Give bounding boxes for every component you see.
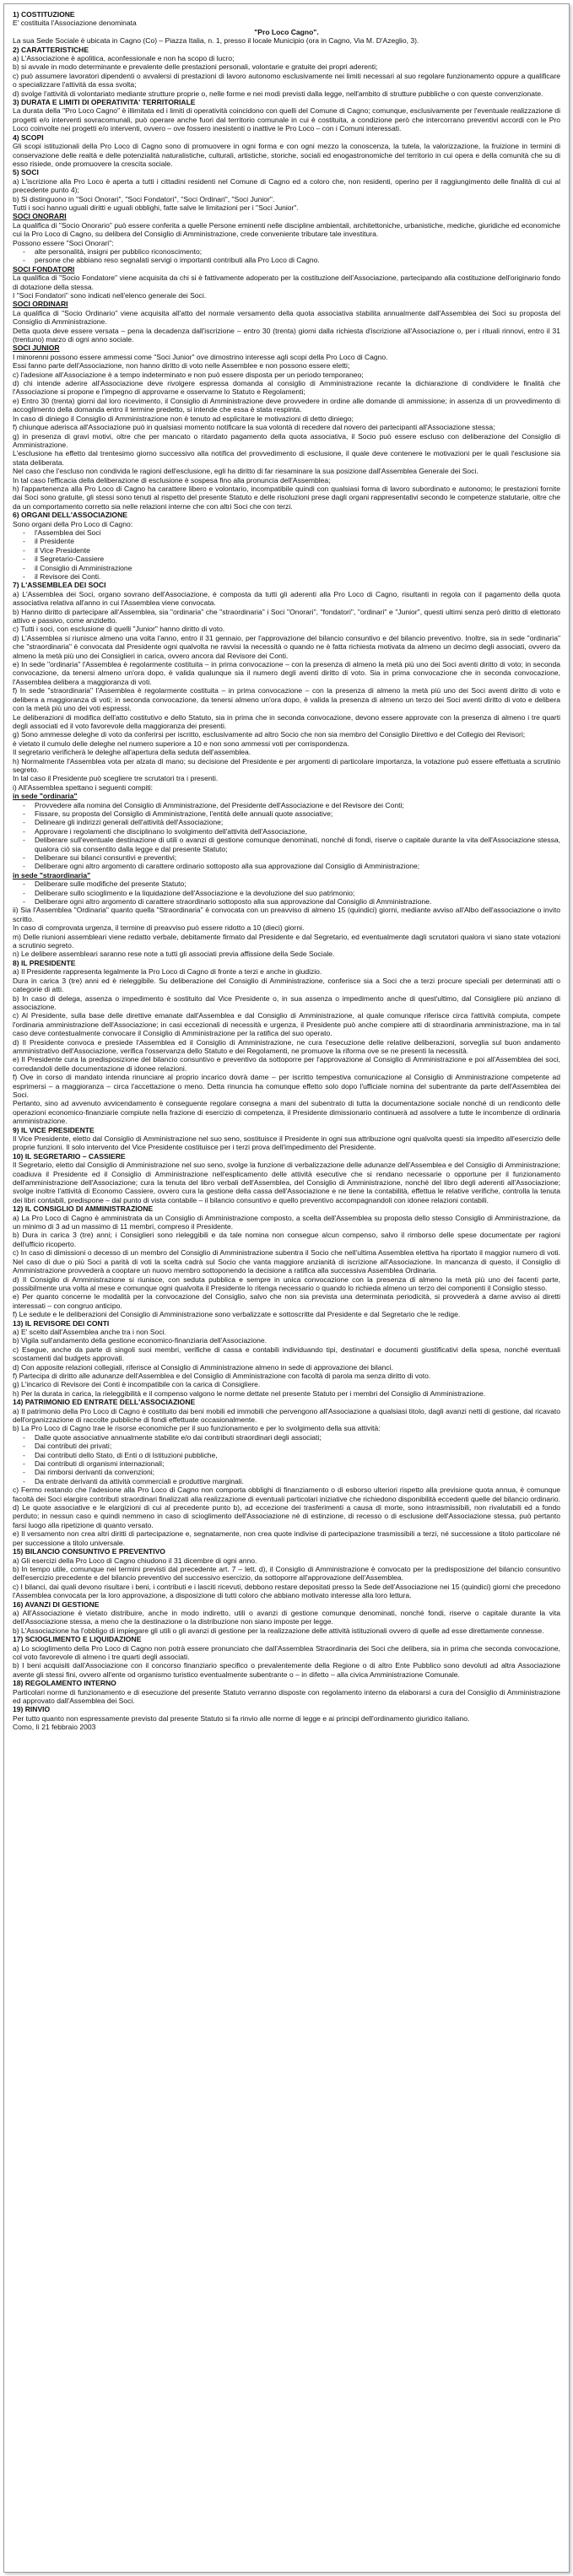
paragraph: c) In caso di dimissioni o decesso di un membro del Consiglio di Amministrazione subentra il Socio che nell'ultima Assemblea elettiva ha riportato il maggior numero di voti. Nel caso di due o più Soci a parità di voti la scelta cadrà sul Socio che vanta maggiore anzianità di iscrizione all'Associazione. In mancanza di questo, il Consiglio di Amministrazione provvederà a cooptare un nuovo membro sottoponendo la decisione a ratifica alla successiva Assemblea Ordinaria. [13, 1248, 560, 1275]
paragraph: Gli scopi istituzionali della Pro Loco di Cagno sono di promuovere in ogni forma e con ogni mezzo la conoscenza, la tutela, la valorizzazione, la fruizione in termini di conservazione delle realtà e delle potenzialità naturalistiche, culturali, artistiche, storiche, sociali ed enogastronomiche del territorio in cui opera e della comunità che su di esso risiede, onde promuovere la crescita sociale. [13, 142, 560, 168]
paragraph: è vietato il cumulo delle deleghe nel numero superiore a 10 e non sono ammessi voti per corrispondenza. [13, 739, 349, 748]
paragraph: La sua Sede Sociale è ubicata in Cagno (Co) – Piazza Italia, n. 1, presso il locale Municipio (ora in Cagno, Via M. D'Azeglio, 3). [13, 36, 419, 46]
paragraph: Il Vice Presidente, eletto dal Consiglio di Amministrazione nel suo seno, sostituisce il Presidente in ogni sua attribuzione ogni qualvolta questi sia impedito all'esercizio delle proprie funzioni. Il solo intervento del Vice Presidente costituisce per i terzi prova dell'impedimento del Presidente. [13, 1134, 560, 1152]
paragraph: Possono essere "Soci Onorari": [13, 238, 114, 247]
list-item: - Deliberare ogni altro argomento di carattere straordinario sottoposto alla sua approvazione dal Consiglio di Amministrazione. [13, 897, 560, 906]
association-name: "Pro Loco Cagno". [254, 27, 319, 36]
paragraph: i) All'Assemblea spettano i seguenti compiti: [13, 782, 154, 792]
paragraph: e) Per quanto concerne le modalità per la convocazione del Consiglio, salvo che non sia prevista una determinata periodicità, si provvederà a darne avviso ai diretti interessati – con congruo anticipo. [13, 1292, 560, 1310]
list-item: - il Consiglio di Amministrazione [13, 564, 560, 572]
paragraph: Nel caso che l'escluso non condivida le ragioni dell'esclusione, egli ha diritto di far riesaminare la sua posizione dall'Assemblea Generale dei Soci. [13, 467, 478, 476]
list-item: - Deliberare sulle modifiche del presente Statuto; [13, 879, 560, 888]
list-item: - Dai contributi di organismi internazionali; [13, 1459, 560, 1468]
paragraph: c) può assumere lavoratori dipendenti o avvalersi di prestazioni di lavoro autonomo esclusivamente nei limiti necessari al suo regolare funzionamento oppure a qualificare o specializzare l'attività da essa svolta; [13, 71, 560, 89]
paragraph: f) In sede "straordinaria" l'Assemblea è regolarmente costituita – in prima convocazione – con la presenza di almeno la metà più uno dei Soci aventi diritto di voto e delibera a maggioranza di voti; in seconda convocazione, da tenersi almeno un'ora dopo, è valida la presenza di almeno un terzo dei Soci aventi diritto di voto e delibera con la metà più uno dei voti espressi. [13, 686, 560, 713]
paragraph: La qualifica di "Socio Onorario" può essere conferita a quelle Persone eminenti nelle discipline ambientali, architettoniche, urbanistiche, mediche, giuridiche ed economiche cui la Pro Loco di Cagno, su delibera del Consiglio di Amministrazione, crede conveniente tributare tale investitura. [13, 220, 560, 239]
paragraph: b) In tempo utile, comunque nei termini previsti dal precedente art. 7 – lett. d), il Consiglio di Amministrazione è convocato per la predisposizione del bilancio consuntivo dell'esercizio precedente e del bilancio preventivo del successivo esercizio, da sottoporre all'approvazione dell'Assemblea. [13, 1564, 560, 1583]
paragraph: b) L'Associazione ha l'obbligo di impiegare gli utili o gli avanzi di gestione per la realizzazione delle attività istituzionali ovvero di quelle ad esse direttamente connesse. [13, 1626, 544, 1635]
section-heading: 7) L'ASSEMBLEA DEI SOCI [13, 581, 106, 590]
list-item: - il Revisore dei Conti. [13, 572, 560, 581]
section-heading: 9) IL VICE PRESIDENTE [13, 1125, 95, 1134]
paragraph: a) Gli esercizi della Pro Loco di Cagno chiudono il 31 dicembre di ogni anno. [13, 1556, 257, 1565]
section-heading: 2) CARATTERISTICHE [13, 45, 89, 54]
paragraph: Per tutto quanto non espressamente previsto dal presente Statuto si fa rinvio alle norme di legge e ai principi dell'ordinamento giuridico italiano. [13, 1713, 470, 1723]
paragraph: a) L'Associazione è apolitica, aconfessionale e non ha scopo di lucro; [13, 54, 235, 63]
paragraph: Le deliberazioni di modifica dell'atto costitutivo e dello Statuto, sia in prima che in seconda convocazione, devono essere approvate con la presenza di almeno i tre quarti degli associati ed il voto favorevole della maggioranza dei presenti. [13, 712, 560, 730]
paragraph: a) L'iscrizione alla Pro Loco è aperta a tutti i cittadini residenti nel Comune di Cagno ed a coloro che, non residenti, operino per il raggiungimento delle finalità di cui al precedente punto 4); [13, 176, 560, 195]
paragraph: c) Tutti i soci, con esclusione di quelli "Junior" hanno diritto di voto. [13, 625, 225, 634]
paragraph: a) Lo scioglimento della Pro Loco di Cagno non potrà essere pronunciato che dall'Assemblea Straordinaria dei Soci che delibera, sia in prima che seconda convocazione, col voto favorevole di almeno i tre quarti degli associati. [13, 1643, 560, 1661]
list-item: - alte personalità, insigni per pubblico riconoscimento; [13, 247, 560, 256]
list-item: - il Segretario-Cassiere [13, 555, 560, 563]
paragraph: b) si avvale in modo determinante e prevalente delle prestazioni personali, volontarie e gratuite dei propri aderenti; [13, 62, 378, 72]
paragraph: a) Il patrimonio della Pro Loco di Cagno è costituito dai beni mobili ed immobili che pervengono all'Associazione a qualsiasi titolo, dagli avanzi netti di gestione, dal ricavato dell'organizzazione di raccolte pubbliche di fondi effettuate occasionalmente. [13, 1406, 560, 1424]
paragraph: Il segretario verificherà le deleghe all'apertura della seduta dell'assemblea. [13, 748, 251, 757]
list-item: - Approvare i regolamenti che disciplinano lo svolgimento dell'attività dell'Associazione, [13, 827, 560, 836]
paragraph: Dura in carica 3 (tre) anni ed è rieleggibile. Su deliberazione del Consiglio di Amministrazione, conferisce sia a Soci che a terzi procure speciali per determinati atti o categorie di atti. [13, 976, 560, 994]
paragraph: d) chi intende aderire all'Associazione deve rivolgere espressa domanda al consiglio di Amministrazione recante la dichiarazione di condividere le finalità che l'Associazione si propone e l'impegno di approvarne e osservarne lo Statuto e Regolamenti; [13, 379, 560, 397]
paragraph: f) Le sedute e le deliberazioni del Consiglio di Amministrazione sono verbalizzate e sottoscritte dal Presidente e dal Segretario che le redige. [13, 1310, 461, 1319]
paragraph: c) Esegue, anche da parte di singoli suoi membri, verifiche di cassa e contabili individuando tipi, destinatari e documenti giustificativi della spesa, nonché eventuali scostamenti dal budgets approvati. [13, 1345, 560, 1363]
list-item: - Dalle quote associative annualmente stabilite e/o dai contributi straordinari degli associati; [13, 1433, 560, 1442]
paragraph: Detta quota deve essere versata – pena la decadenza dall'iscrizione – entro 30 (trenta) giorni dalla richiesta d'iscrizione all'Associazione o, per i rituali rinnovi, entro il 31 (trentuno) marzo di ogni anno sociale. [13, 326, 560, 344]
paragraph: e) Il Presidente cura la predisposizione del bilancio consuntivo e preventivo da sottoporre per l'approvazione al Consiglio di Amministrazione e poi all'Assemblea dei soci, corredandoli delle documentazione di idonee relazioni. [13, 1055, 560, 1073]
list-item: - Deliberare ogni altro argomento di carattere ordinario sottoposto alla sua approvazione dal Consiglio di Amministrazione; [13, 862, 560, 870]
paragraph: b) Hanno diritto di partecipare all'Assemblea, sia "ordinaria" che "straordinaria" i Soci "Onorari", "fondatori", "ordinari" e "Junior", questi ultimi senza però diritto di elettorato attivo e passivo, come anzidetto. [13, 607, 560, 625]
paragraph: d) svolge l'attività di volontariato mediante strutture proprie o, nelle forme e nei modi previsti dalla legge, nell'ambito di strutture pubbliche o con queste convenzionate. [13, 89, 543, 98]
paragraph: b) Si distinguono in "Soci Onorari", "Soci Fondatori", "Soci Ordinari", "Soci Junior". [13, 194, 275, 203]
paragraph: c) Fermo restando che l'adesione alla Pro Loco di Cagno non comporta obblighi di finanziamento o di esborso ulteriori rispetto alla previsione quota annua, è comunque facoltà dei Soci elargire contributi straordinari finalizzati alla realizzazione di eventuali particolari iniziative che richiedono disponibilità eccedenti quelle del bilancio ordinario. [13, 1486, 560, 1503]
section-heading: 6) ORGANI DELL'ASSOCIAZIONE [13, 511, 127, 520]
paragraph: c) I bilanci, dai quali devono risultare i beni, i contributi e i lasciti ricevuti, debbono restare depositati presso la Sede dell'Associazione nei 15 (quindici) giorni che precedono l'Assemblea convocata per la loro approvazione, a disposizione di tutti coloro che abbiano motivato interesse alla loro lettura. [13, 1582, 560, 1600]
list-item: - Deliberare sui bilanci consuntivi e preventivi; [13, 853, 560, 862]
paragraph: E' costituita l'Associazione denominata [13, 19, 137, 28]
paragraph: La qualifica di "Socio Fondatore" viene acquisita da chi si è fattivamente adoperato per la costituzione dell'Associazione, partecipando alla costituzione dell'originario fondo di dotazione della stessa. [13, 273, 560, 291]
paragraph: Essi fanno parte dell'Associazione, non hanno diritto di voto nelle Assemblee e non possono essere eletti; [13, 361, 350, 371]
paragraph: I minorenni possono essere ammessi come "Soci Junior" ove dimostrino interesse agli scopi della Pro Loco di Cagno. [13, 352, 388, 361]
paragraph: Il Segretario, eletto dal Consiglio di Amministrazione nel suo seno, svolge la funzione di verbalizzazione delle adunanze dell'Assemblea e del Consiglio di Amministrazione; coadiuva il Presidente ed il Consiglio di Amministrazione nell'esplicamento delle attività esecutive che si rendano necessarie o opportune per il funzionamento dell'amministrazione dell'Associazione; cura la tenuta del libro verbali dell'Assemblea, del Consiglio di Amministrazione, nonché del libro degli aderenti all'Associazione; svolge inoltre l'attività di Economo Cassiere, ovvero cura la gestione della cassa dell'Associazione e ne tiene la contabilità, effettua le relative verifiche, controlla la tenuta dei libri contabili, predispone – dal punto di vista contabile – il bilancio consuntivo e quello preventivo accompagnandoli con idonee relazioni contabili. [13, 1161, 560, 1204]
list-item: - Dai rimborsi derivanti da convenzioni; [13, 1468, 560, 1476]
paragraph: Tutti i soci hanno uguali diritti e uguali obblighi, fatte salve le limitazioni per i "Soci Junior". [13, 203, 299, 212]
signature-date: Como, lì 21 febbraio 2003 [13, 1723, 96, 1732]
paragraph: a) Il Presidente rappresenta legalmente la Pro Loco di Cagno di fronte a terzi e anche in giudizio. [13, 967, 322, 977]
paragraph: h) l'appartenenza alla Pro Loco di Cagno ha carattere libero e volontario, incompatibile quindi con qualsiasi forma di lavoro subordinato e autonomo; le prestazioni fornite dai Soci sono gratuite, gli stessi sono tenuti al rispetto del presente Statuto e delle risoluzioni prese dagli organi rappresentativi secondo le competenze statutarie, oltre che da un comportamento corretto sia nelle relazioni interne che con altri Soci che con terzi. [13, 484, 560, 511]
paragraph: a) All'Associazione è vietato distribuire, anche in modo indiretto, utili o avanzi di gestione comunque denominati, nonché fondi, riserve o capitale durante la vita dell'Associazione stessa, a meno che la destinazione o la distribuzione non siano imposte per legge. [13, 1608, 560, 1626]
paragraph: c) l'adesione all'Associazione è a tempo indeterminato e non può essere disposta per un periodo temporaneo; [13, 370, 364, 379]
subsection-heading: SOCI ONORARI [13, 212, 67, 221]
subsection-heading: in sede "ordinaria" [13, 792, 78, 801]
paragraph: f) Partecipa di diritto alle adunanze dell'Assemblea e del Consiglio di Amministrazione con facoltà di parola ma senza diritto di voto. [13, 1371, 431, 1380]
paragraph: n) Le delibere assembleari saranno rese note a tutti gli associati previa affissione della Sede Sociale. [13, 950, 335, 959]
list-item: - il Presidente [13, 537, 560, 545]
section-heading: 10) IL SEGRETARIO – CASSIERE [13, 1151, 126, 1161]
list-item: - Provvedere alla nomina del Consiglio di Amministrazione, del Presidente dell'Associazione e del Revisore dei Conti; [13, 801, 560, 809]
section-heading: 8) IL PRESIDENTE [13, 958, 76, 967]
paragraph: d) Il Consiglio di Amministrazione si riunisce, con seduta pubblica e sempre in unica convocazione con la presenza di almeno la metà più uno dei facenti parte, possibilmente una volta al mese e comunque ogni qualvolta il Presidente lo ritenga necessario o quando lo richieda almeno un terzo dei componenti il Consiglio stesso. [13, 1274, 560, 1292]
list-item: - il Vice Presidente [13, 546, 560, 555]
list-item: - Da entrate derivanti da attività commerciali e produttive marginali. [13, 1477, 560, 1486]
paragraph: d) Le quote associative e le elargizioni di cui al precedente punto b), ad eccezione dei trasferimenti a causa di morte, sono intrasmissibili, non rivalutabili ed a fondo perduto; in nessun caso e quindi nemmeno in caso di scioglimento dell'Associazione né di estinzione, di recesso o di esclusione dell'Associazione stessa, può pertanto farsi luogo alla ripetizione di quanto versato. [13, 1503, 560, 1529]
paragraph: In caso di comprovata urgenza, il termine di preavviso può essere ridotto a 10 (dieci) giorni. [13, 923, 305, 933]
subsection-heading: SOCI FONDATORI [13, 264, 75, 273]
paragraph: b) I beni acquisiti dall'Associazione con il concorso finanziario specifico o prevalentemente della Regione o di altro Ente Pubblico sono devoluti ad altra Associazione avente gli stessi fini, ovvero all'ente od organismo turistico eventualmente subentrante o – in difetto – alla civica Amministrazione Comunale. [13, 1661, 560, 1679]
section-heading: 16) AVANZI DI GESTIONE [13, 1599, 100, 1609]
paragraph: Particolari norme di funzionamento e di esecuzione del presente Statuto verranno disposte con regolamento interno da elaborarsi a cura del Consiglio di Amministrazione ed approvato dall'Assemblea dei Soci. [13, 1687, 560, 1705]
section-heading: 15) BILANCIO CONSUNTIVO E PREVENTIVO [13, 1547, 165, 1556]
paragraph: I "Soci Fondatori" sono indicati nell'elenco generale dei Soci. [13, 291, 207, 300]
paragraph: f) Ove in corso di mandato intenda rinunciare al proprio incarico dovrà dame – per iscritto tempestiva comunicazione al Consiglio di Amministrazione competente ad esprimersi – a maggioranza – circa l'accettazione o meno. Detta rinuncia ha comunque effetto solo dopo l'ufficiale nomina del subentrante da parte dell'Assemblea dei Soci. [13, 1073, 560, 1099]
paragraph: d) Il Presidente convoca e presiede l'Assemblea ed il Consiglio di Amministrazione, ne cura l'esecuzione delle relative deliberazioni, sorveglia sul buon andamento amministrativo dell'Associazione, verifica l'osservanza dello Statuto e dei Regolamenti, ne promuove la riforma ove se ne presenti la necessità. [13, 1037, 560, 1055]
paragraph: a) L'Assemblea dei Soci, organo sovrano dell'Associazione, è composta da tutti gli aderenti alla Pro Loco di Cagno, risultanti in regola con il pagamento della quota associativa relativa all'anno in cui l'Assemblea viene convocata. [13, 589, 560, 608]
paragraph: b) La Pro Loco di Cagno trae le risorse economiche per il suo funzionamento e per lo svolgimento della sua attività: [13, 1424, 381, 1433]
paragraph: b) Vigila sull'andamento della gestione economico-finanziaria dell'Associazione. [13, 1336, 267, 1345]
subsection-heading: SOCI JUNIOR [13, 344, 60, 353]
paragraph: e) Il versamento non crea altri diritti di partecipazione e, segnatamente, non crea quote indivise di partecipazione trasmissibili a terzi, né successione a titolo particolare né per successione a titolo universale. [13, 1529, 560, 1547]
section-heading: 5) SOCI [13, 168, 39, 177]
paragraph: L'esclusione ha effetto dal trentesimo giorno successivo alla notifica del provvedimento di esclusione, il quale deve contenere le motivazioni per le quali l'esclusione sia stata deliberata. [13, 449, 560, 467]
list-item: - l'Assemblea dei Soci [13, 528, 560, 537]
paragraph: h) Normalmente l'Assemblea vota per alzata di mano; su decisione del Presidente e per argomenti di particolare importanza, la votazione può essere effettuata a scrutinio segreto. [13, 756, 560, 774]
section-heading: 17) SCIOGLIMENTO E LIQUIDAZIONE [13, 1635, 142, 1644]
paragraph: h) Per la durata in carica, la rieleggibilità e il compenso valgono le norme dettate nel presente Statuto per i membri del Consiglio di Amministrazione. [13, 1388, 486, 1398]
paragraph: e) Entro 30 (trenta) giorni dal loro ricevimento, il Consiglio di Amministrazione deve provvedere in ordine alle domande di ammissione; in assenza di un provvedimento di accoglimento della domanda entro il termine predetto, si intende che essa è stata respinta. [13, 396, 560, 414]
section-heading: 14) PATRIMONIO ED ENTRATE DELL'ASSOCIAZIONE [13, 1398, 196, 1407]
paragraph: b) Dura in carica 3 (tre) anni; i Consiglieri sono rieleggibili e da tale nomina non consegue alcun compenso, salvo il rimborso delle spese documentate per ragioni dell'ufficio ricoperto. [13, 1231, 560, 1248]
section-heading: 19) RINVIO [13, 1705, 51, 1714]
list-item: - Dai contributi dello Stato, di Enti o di Istituzioni pubbliche, [13, 1451, 560, 1459]
paragraph: g) Sono ammesse deleghe di voto da conferirsi per iscritto, esclusivamente ad altro Socio che non sia membro del Consiglio Direttivo e del Collegio dei Revisori; [13, 730, 526, 739]
paragraph: Pertanto, sino ad avvenuto avvicendamento è conseguente regolare consegna a mani del subentrato di tutta la documentazione sociale nonché di un rendiconto delle operazioni economico-finanziarie compiute nella frazione di esercizio di competenza, il Presidente dimissionario continuerà ad assolvere a tutte le incombenze di ordinaria amministrazione. [13, 1099, 560, 1126]
paragraph: a) E' scelto dall'Assemblea anche tra i non Soci. [13, 1327, 166, 1336]
statute-text [4, 4, 569, 1737]
list-item: - Deliberare sull'eventuale destinazione di utili o avanzi di gestione comunque denominati, nonché di fondi, riserve o capitale durante la vita dell'Associazione stessa, qualora ciò sia consentito dalla legge e dal presente Statuto; [13, 836, 560, 853]
section-heading: 12) IL CONSIGLIO DI AMMINISTRAZIONE [13, 1204, 154, 1214]
paragraph: c) Al Presidente, sulla base delle direttive emanate dall'Assemblea e dal Consiglio di Amministrazione, al quale comunque riferisce circa l'attività compiuta, compete l'ordinaria amministrazione dell'Associazione; in casi eccezionali di necessità e urgenza, il Presidente può anche compiere atti di straordinaria amministrazione, ma in tal caso deve contestualmente convocare il Consiglio di Amministrazione per la ratifica del suo operato. [13, 1011, 560, 1038]
section-heading: 1) COSTITUZIONE [13, 10, 75, 19]
document-page [3, 3, 570, 2573]
paragraph: In tal caso l'efficacia della deliberazione di esclusione è sospesa fino alla pronuncia dell'Assemblea; [13, 475, 331, 484]
list-item: - persone che abbiano reso segnalati servigi o importanti contributi alla Pro Loco di Cagno. [13, 256, 560, 264]
paragraph: b) In caso di delega, assenza o impedimento è sostituito dal Vice Presidente o, in sua assenza o impedimento anche di quest'ultimo, dal Consigliere più anziano di associazione. [13, 993, 560, 1011]
section-heading: 3) DURATA E LIMITI DI OPERATIVITA' TERRITORIALE [13, 98, 196, 107]
paragraph: La durata della "Pro Loco Cagno" è illimitata ed i limiti di operatività coincidono con quelli del Comune di Cagno; comunque, esclusivamente per l'eventuale realizzazione di progetti e/o interventi sovracomunali, può operare anche fuori dal territorio comunale in cui è costituita, a condizione però che intercorrano preventivi accordi con le Pro Loco coinvolte nei progetti e/o interventi, ovvero – ove fossero inesistenti o inattive le Pro Loco – con i Comuni interessati. [13, 106, 560, 133]
paragraph: a) La Pro Loco di Cagno è amministrata da un Consiglio di Amministrazione composto, a scelta dell'Assemblea su proposta dello stesso Consiglio di Amministrazione, da un minimo di 3 ad un massimo di 11 membri, compreso il Presidente. [13, 1213, 560, 1231]
list-item: - Dai contributi dei privati; [13, 1442, 560, 1450]
paragraph: In tal caso il Presidente può scegliere tre scrutatori tra i presenti. [13, 774, 219, 783]
section-heading: 18) REGOLAMENTO INTERNO [13, 1679, 116, 1688]
section-heading: 13) IL REVISORE DEI CONTI [13, 1318, 110, 1328]
subsection-heading: in sede "straordinaria" [13, 870, 91, 879]
paragraph: f) chiunque aderisca all'Associazione può in qualsiasi momento notificare la sua volontà di recedere dal novero dei partecipanti all'Associazione stessa; [13, 423, 495, 432]
paragraph: d) L'Assemblea si riunisce almeno una volta l'anno, entro il 31 gennaio, per l'approvazione del bilancio consuntivo e del bilancio preventivo. Inoltre, sia in sede "ordinaria" che "straordinaria" è convocata dal Presidente ogni qualvolta ne ravvisi la necessità o quando ne è fatta richiesta motivata da almeno un decimo degli associati, ovvero da almeno la metà più uno dei Consiglieri in carica, ovvero ancora dal Revisore dei Conti. [13, 633, 560, 660]
paragraph: m) Delle riunioni assembleari viene redatto verbale, debitamente firmato dal Presidente e dal Segretario, ed eventualmente dagli scrutatori qualora vi siano state votazioni a scrutinio segreto. [13, 932, 560, 950]
section-heading: 4) SCOPI [13, 133, 44, 142]
paragraph: Sono organi della Pro Loco di Cagno: [13, 519, 133, 528]
list-item: - Deliberare sullo scioglimento e la liquidazione dell'Associazione e la devoluzione del suo patrimonio; [13, 889, 560, 897]
subsection-heading: SOCI ORDINARI [13, 300, 68, 309]
paragraph: La qualifica di "Socio Ordinario" viene acquisita all'atto del normale versamento della quota associativa stabilita annualmente dall'Assemblea dei Soci su proposta del Consiglio di Amministrazione. [13, 308, 560, 327]
paragraph: In caso di diniego il Consiglio di Amministrazione non è tenuto ad esplicitare le motivazioni di detto diniego; [13, 414, 354, 423]
paragraph: ii) Sia l'Assemblea "Ordinaria" quanto quella "Straordinaria" è convocata con un preavviso di almeno 15 (quindici) giorni, mediante avviso all'Albo dell'associazione o invito scritto. [13, 906, 560, 923]
list-item: - Delineare gli indirizzi generali dell'attività dell'Associazione; [13, 818, 560, 826]
paragraph: g) L'incarico di Revisore dei Conti è incompatibile con la carica di Consigliere. [13, 1380, 261, 1389]
list-item: - Fissare, su proposta del Consiglio di Amministrazione, l'entità delle annuali quote associative; [13, 809, 560, 818]
paragraph: d) Con apposite relazioni collegiali, riferisce al Consiglio di Amministrazione almeno in sede di approvazione dei bilanci. [13, 1362, 393, 1372]
paragraph: g) in presenza di gravi motivi, oltre che per mancato o ritardato pagamento della quota associativa, il Socio può essere escluso con deliberazione del Consiglio di Amministrazione. [13, 431, 560, 449]
paragraph: e) In sede "ordinaria" l'Assemblea è regolarmente costituita – in prima convocazione – con la presenza di almeno la metà più uno dei Soci aventi diritto di voto; in seconda convocazione, da tenersi almeno un'ora dopo, è valida qualunque sia il numero degli aventi diritto di voto. Sia in prima convocazione che in seconda convocazione, l'Assemblea delibera a maggioranza di voti. [13, 660, 560, 686]
